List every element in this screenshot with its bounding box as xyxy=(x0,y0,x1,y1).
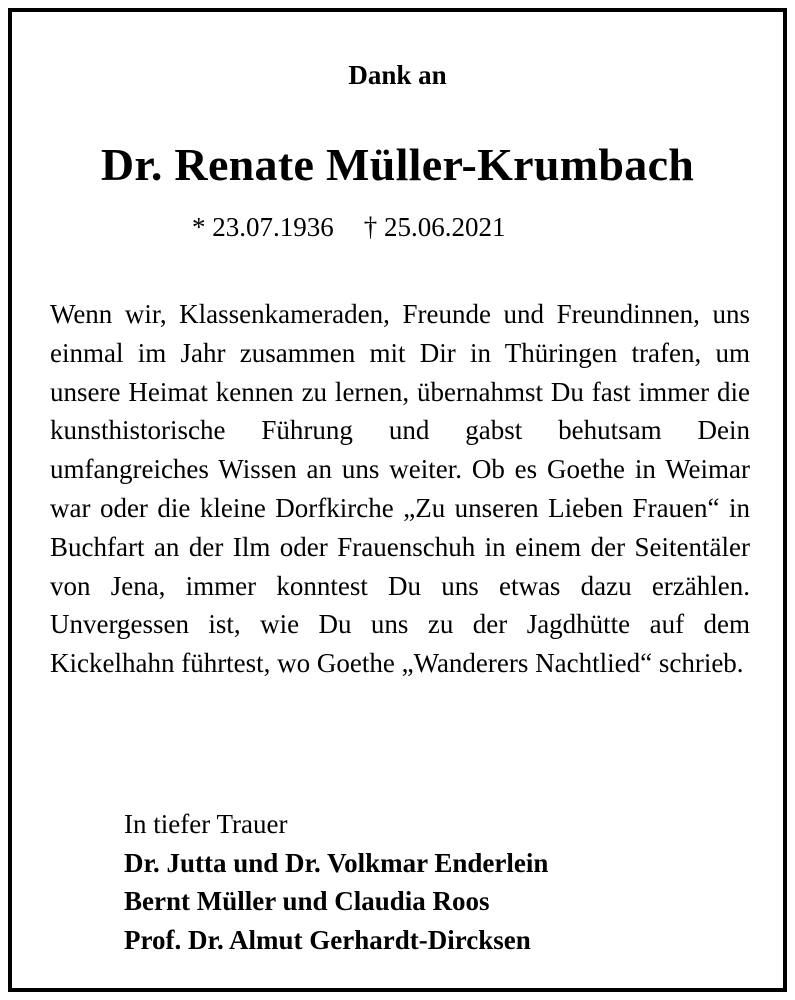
life-dates xyxy=(192,212,506,243)
signers-block xyxy=(124,805,548,959)
signer-line: Prof. Dr. Almut Gerhardt-Dircksen xyxy=(124,924,531,955)
deceased-name: Dr. Renate Müller-Krumbach xyxy=(100,139,695,190)
notice-heading: Dank an xyxy=(348,60,447,90)
memorial-text: Wenn wir, Klassenkameraden, Freunde und Freundinnen, uns einmal im Jahr zusammen mit Dir in Thüringen trafen, um unsere Heimat kennen zu lernen, übernahmst Du fast immer die kunsthistorische Führung und gabst behutsam Dein umfangreiches Wissen an uns weiter. Ob es Goethe in Weimar war oder die kleine Dorfkirche „Zu unseren Lieben Frauen“ in Buchfart an der Ilm oder Frauenschuh in einem der Seitentäler von Jena, immer konntest Du uns etwas dazu erzählen. Unvergessen ist, wie Du uns zu der Jagdhütte auf dem Kickelhahn führtest, wo Goethe „Wanderers Nachtlied“ schrieb. xyxy=(50,299,750,679)
mourning-intro: In tiefer Trauer xyxy=(124,809,288,839)
death-date: † 25.06.2021 xyxy=(363,212,506,242)
signer-line: Bernt Müller und Claudia Roos xyxy=(124,886,490,917)
birth-date: * 23.07.1936 xyxy=(192,212,334,242)
obituary-frame xyxy=(8,8,787,992)
signer-line: Dr. Jutta und Dr. Volkmar Enderlein xyxy=(124,847,549,878)
